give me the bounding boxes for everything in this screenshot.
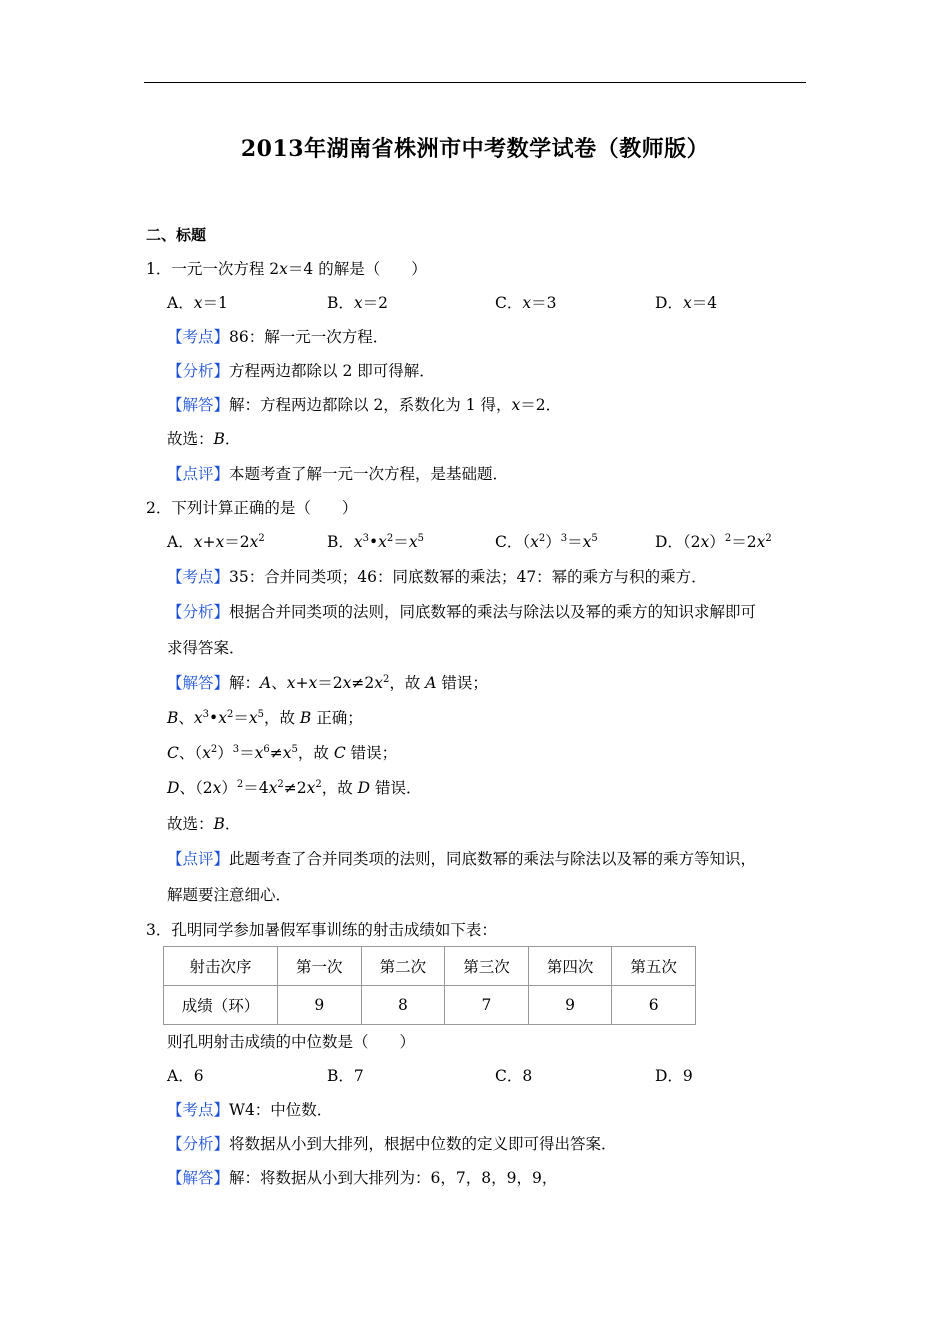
q3-option-d: D．9: [655, 1067, 693, 1085]
q3-fenxi: 【分析】将数据从小到大排列，根据中位数的定义即可得出答案．: [167, 1135, 617, 1153]
q2-jieda-a: 【解答】解：A、$x+x=2x\ne 2x^2$，故 A 错误；: [167, 674, 488, 692]
table-header-cell: 第五次: [612, 947, 696, 986]
q2-option-a: A．$x+x=2x^2$: [167, 533, 265, 551]
table-header-cell: 第二次: [361, 947, 445, 986]
q3-option-a: A．6: [167, 1067, 204, 1085]
q3-question: 则孔明射击成绩的中位数是（ ）: [167, 1033, 416, 1051]
table-header-cell: 第四次: [528, 947, 612, 986]
table-row: [164, 947, 696, 986]
table-cell: 9: [528, 986, 612, 1025]
q3-jieda: 【解答】解：将数据从小到大排列为：6，7，8，9，9，: [167, 1169, 558, 1187]
q2-dianping: 【点评】此题考查了合并同类项的法则，同底数幂的乘法与除法以及幂的乘方等知识，: [167, 850, 757, 868]
table-cell: 9: [278, 986, 362, 1025]
q2-option-d: D．$(2x)^2=2x^2$: [655, 533, 772, 551]
section-heading: 二、标题: [146, 226, 207, 244]
q3-kaodian: 【考点】W4：中位数．: [167, 1101, 333, 1119]
q2-answer: 故选：B．: [167, 815, 241, 833]
table-header-cell: 第一次: [278, 947, 362, 986]
page-title: 2013年湖南省株洲市中考数学试卷（教师版）: [240, 136, 710, 162]
q3-option-b: B．7: [327, 1067, 364, 1085]
q1-option-c: C．x＝3: [495, 294, 557, 312]
header-rule: [144, 82, 806, 83]
q2-jieda-c: C、$(x^2)^3=x^6\ne x^5$，故 C 错误；: [167, 744, 398, 762]
table-cell: 8: [361, 986, 445, 1025]
q2-kaodian: 【考点】35：合并同类项；46：同底数幂的乘法；47：幂的乘方与积的乘方．: [167, 568, 707, 586]
q1-option-a: A．x＝1: [167, 294, 228, 312]
q2-fenxi-cont: 求得答案．: [167, 639, 245, 657]
q2-stem: 2．下列计算正确的是（ ）: [146, 499, 358, 517]
score-table: [163, 946, 696, 1025]
q2-option-b: B．$x^3•x^2=x^5$: [327, 533, 424, 551]
table-cell: 6: [612, 986, 696, 1025]
table-cell: 成绩（环）: [164, 986, 278, 1025]
q1-fenxi: 【分析】方程两边都除以 2 即可得解．: [167, 362, 435, 380]
q2-jieda-d: D、$(2x)^2=4x^2\ne 2x^2$，故 D 错误．: [167, 779, 422, 797]
q1-option-b: B．x＝2: [327, 294, 389, 312]
q1-kaodian: 【考点】86：解一元一次方程．: [167, 328, 389, 346]
table-header-cell: 第三次: [445, 947, 529, 986]
q3-option-c: C．8: [495, 1067, 533, 1085]
q1-answer: 故选：B．: [167, 430, 241, 448]
q1-option-d: D．x＝4: [655, 294, 718, 312]
q2-dianping-cont: 解题要注意细心．: [167, 886, 292, 904]
q1-jieda: 【解答】解：方程两边都除以 2，系数化为 1 得，x＝2．: [167, 396, 562, 414]
q2-jieda-b: B、$x^3•x^2=x^5$，故 B 正确；: [167, 709, 363, 727]
q2-fenxi: 【分析】根据合并同类项的法则，同底数幂的乘法与除法以及幂的乘方的知识求解即可: [167, 603, 757, 621]
table-header-cell: 射击次序: [164, 947, 278, 986]
table-row: [164, 986, 696, 1025]
table-cell: 7: [445, 986, 529, 1025]
q1-dianping: 【点评】本题考查了解一元一次方程，是基础题．: [167, 465, 509, 483]
q3-stem: 3．孔明同学参加暑假军事训练的射击成绩如下表：: [146, 921, 497, 939]
q2-option-c: C．$(x^2)^3=x^5$: [495, 533, 598, 551]
q1-stem: 1．一元一次方程 2x＝4 的解是（ ）: [146, 260, 427, 278]
